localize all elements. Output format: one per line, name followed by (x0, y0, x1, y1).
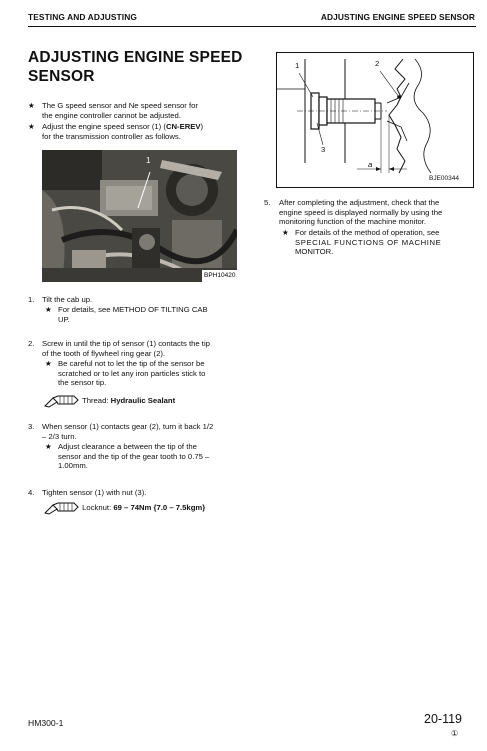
step-5-note: For details of the method of operation, see SPECIAL FUNCTIONS OF MACHINE MONITOR. (295, 228, 442, 257)
torque-wrench-icon (44, 501, 80, 515)
step-2-note: Be careful not to let the tip of the sensor be scratched or to let any iron particles stick to the sensor tip. (58, 359, 206, 388)
step-2-text: Screw in until the tip of sensor (1) contacts the tip of the tooth of flywheel ring gear (2). (42, 339, 210, 358)
sensor-diagram (276, 52, 474, 188)
step-3-text: When sensor (1) contacts gear (2), turn it back 1/2 – 2/3 turn. (42, 422, 214, 441)
diagram-label: BJE00344 (429, 175, 459, 182)
footer-model: HM300-1 (28, 718, 64, 728)
step-4-text: Tighten sensor (1) with nut (3). (42, 488, 147, 497)
diagram-callout-1: 1 (295, 61, 300, 70)
thread-sealant-icon (44, 394, 80, 408)
diagram-callout-2: 2 (375, 59, 380, 68)
step-3-number: 3. (28, 422, 35, 431)
footer-page-number: 20-119 (424, 712, 462, 726)
header-section-label: TESTING AND ADJUSTING (28, 12, 137, 22)
intro-item-1: The G speed sensor and Ne speed sensor for the engine controller cannot be adjusted. (42, 101, 198, 120)
star-icon: ★ (28, 122, 35, 131)
intro-item-2: Adjust the engine speed sensor (1) (CN-EREV) for the transmission controller as follows. (42, 122, 204, 141)
diagram-dimension-a: a (368, 160, 373, 169)
star-icon: ★ (45, 442, 52, 451)
step-4-number: 4. (28, 488, 35, 497)
step-2-number: 2. (28, 339, 35, 348)
star-icon: ★ (28, 101, 35, 110)
step-1-text: Tilt the cab up. (42, 295, 93, 304)
star-icon: ★ (45, 359, 52, 368)
step-5-number: 5. (264, 198, 271, 207)
photo-callout-1: 1 (146, 156, 151, 165)
photo-label: BPH10420 (204, 272, 236, 279)
title-line-2: SENSOR (28, 68, 95, 85)
header-rule (28, 26, 476, 27)
step-1-number: 1. (28, 295, 35, 304)
header-page-title: ADJUSTING ENGINE SPEED SENSOR (320, 12, 475, 22)
page-title (28, 48, 243, 86)
title-line-1: ADJUSTING ENGINE SPEED (28, 49, 243, 66)
step-5-text: After completing the adjustment, check that the engine speed is displayed normally by using the monitoring function of the machine monitor. (279, 198, 443, 227)
engine-photo (42, 150, 237, 282)
star-icon: ★ (282, 228, 289, 237)
step-3-note: Adjust clearance a between the tip of the sensor and the tip of the gear tooth to 0.75 – 1.00mm. (58, 442, 210, 471)
step-2-tool: Thread: Hydraulic Sealant (44, 394, 175, 408)
step-4-tool: Locknut: 69 – 74Nm {7.0 – 7.5kgm} (44, 501, 205, 515)
star-icon: ★ (45, 305, 52, 314)
step-1-note: For details, see METHOD OF TILTING CAB UP. (58, 305, 208, 324)
footer-revision-mark: ① (451, 729, 459, 738)
diagram-callout-3: 3 (321, 145, 326, 154)
